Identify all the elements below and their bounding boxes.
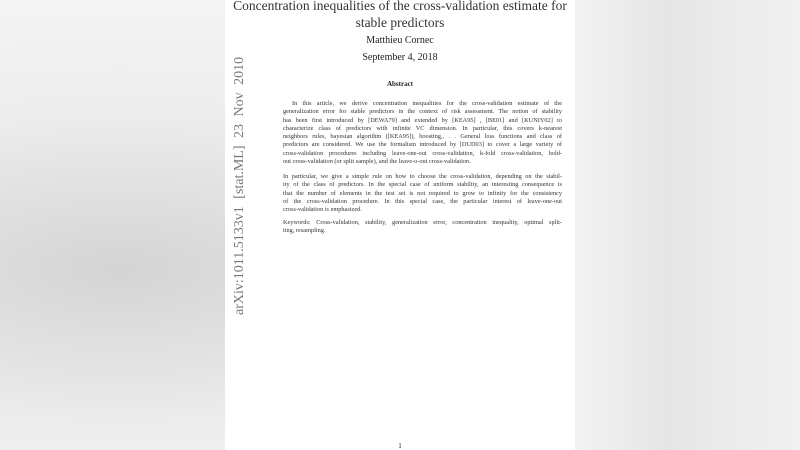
text-line: cross-validation procedures including leave-one-out cross-validation, k-fold cross-validation, hold- [283,149,562,157]
date: September 4, 2018 [362,52,438,63]
text-line: that the number of elements in the test set is not required to grow to infinity for the consistency [283,189,562,197]
text-line: generalization error for stable predictors in the context of risk assessment. The notion of stability [283,108,562,116]
text-line: cross-validation is emphasized. [283,206,362,214]
title-line: stable predictors [355,15,445,30]
abstract-paragraph-2 [283,173,562,214]
pdf-page [225,0,575,450]
arxiv-stamp: arXiv:1011.5133v1 [stat.ML] 23 Nov 2010 [232,56,247,315]
text-line: ting, resampling. [283,227,326,235]
text-line: Keywords: Cross-validation, stability, generalization error, concentration inequality, optimal split- [283,219,562,226]
author: Matthieu Cornec [366,35,434,46]
text-line: In this article, we derive concentration inequalities for the cross-validation estimate of the [292,100,562,107]
keywords [283,219,562,236]
abstract-heading: Abstract [386,80,414,88]
text-line: characterize class of predictors with infinite VC dimension. In particular, this covers k-nearest [283,124,562,132]
background-blur [575,0,800,450]
text-line: ity of the class of predictors. In the special case of uniform stability, an interesting consequence is [283,181,562,189]
text-line: In particular, we give a simple rule on how to choose the cross-validation, depending on the stabil- [283,173,562,180]
text-line: neighbors rules, bayesian algorithm ([KEA95]), boosting,. . . General loss functions and class of [283,133,562,141]
text-line: out cross-validation (or split sample), and the leave-υ-out cross-validation. [283,158,471,166]
page-number: 1 [398,442,402,450]
title-line: Concentration inequalities of the cross-validation estimate for [233,0,567,13]
paper-title [225,0,575,31]
text-line: has been first introduced by [DEWA79] and extended by [KEA95] , [BE01] and [KUNIY02] to [283,116,562,124]
abstract-paragraph-1 [283,100,562,166]
text-line: predictors are considered. We use the formalism introduced by [DUD03] to cover a large variety of [283,141,562,149]
text-line: of the cross-validation procedure. In this special case, the particular interest of leave-one-out [283,197,562,205]
